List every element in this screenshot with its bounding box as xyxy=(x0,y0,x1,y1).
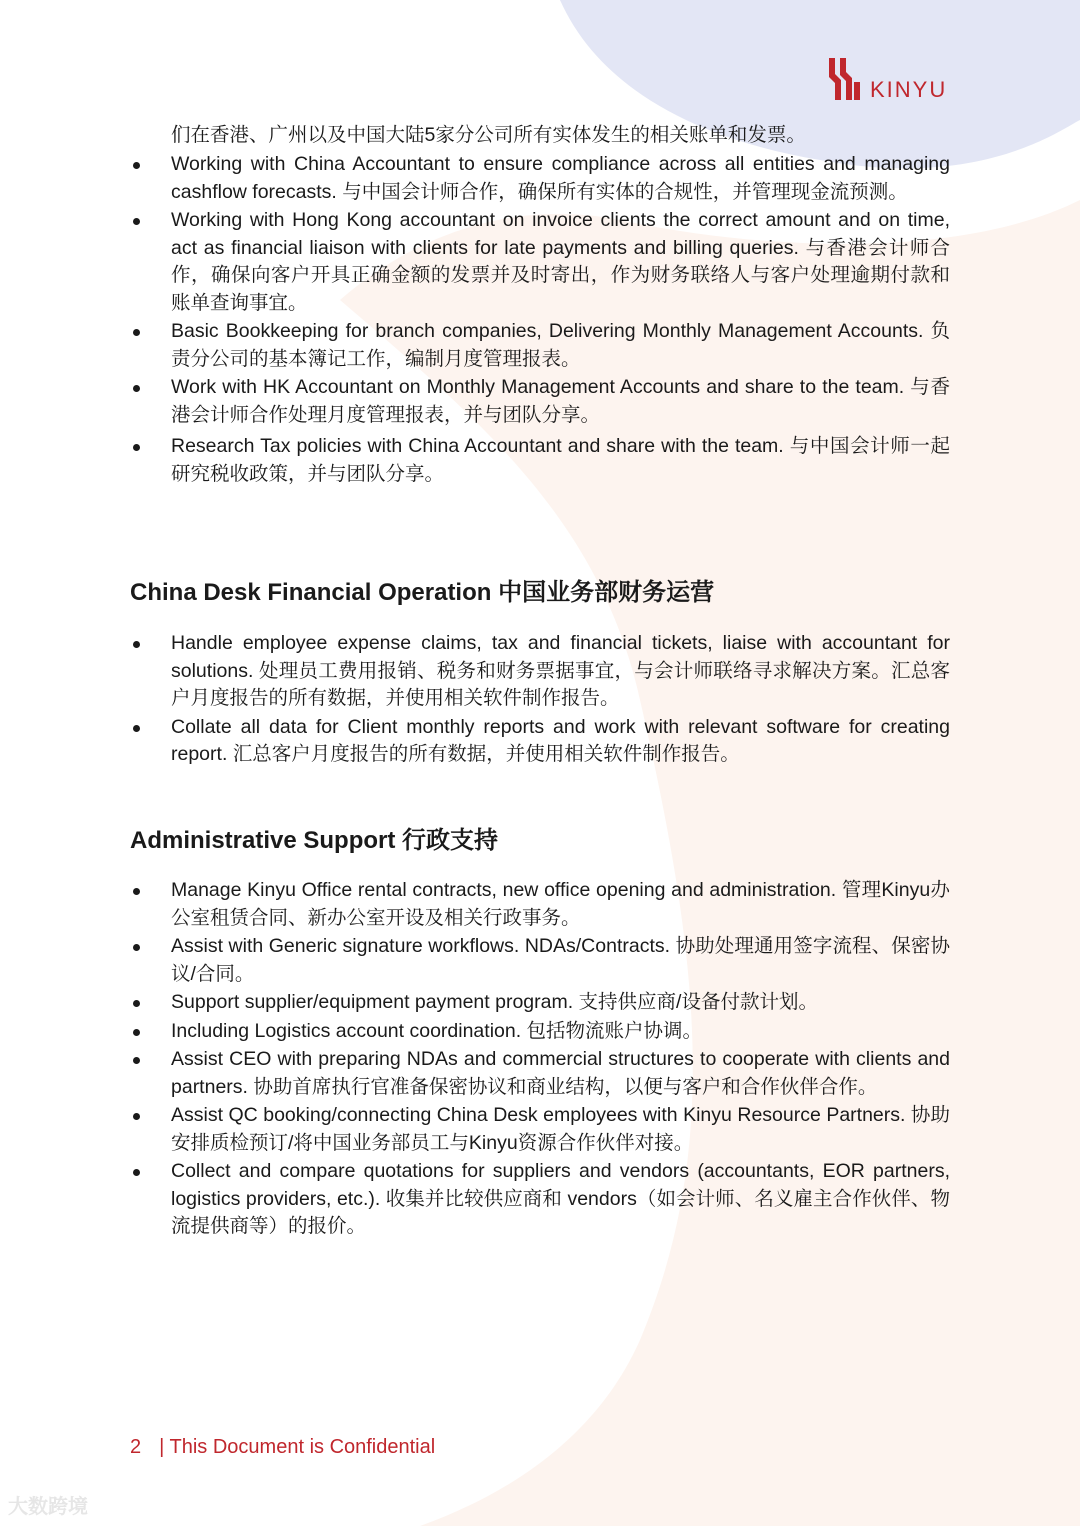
kinyu-wordmark: KINYU xyxy=(870,77,948,102)
intro-continuation: 们在香港、广州以及中国大陆5家分公司所有实体发生的相关账单和发票。 xyxy=(171,124,806,146)
page-footer xyxy=(130,1436,435,1459)
list-item: Manage Kinyu Office rental contracts, new office opening and administration. 管理Kinyu办公室租赁合同、新办公室开设及相关行政事务。 xyxy=(130,877,950,932)
bullet-icon xyxy=(133,1000,140,1007)
bullet-icon xyxy=(133,1113,140,1120)
list-item: Assist CEO with preparing NDAs and commercial structures to cooperate with clients and partners. 协助首席执行官准备保密协议和商业结构，以便与客户和合作伙伴合作。 xyxy=(130,1046,950,1101)
list-item: Research Tax policies with China Accountant and share with the team. 与中国会计师一起研究税收政策，并与团队分享。 xyxy=(130,433,950,488)
bullet-icon xyxy=(133,641,140,648)
bullet-icon xyxy=(133,888,140,895)
kinyu-logo xyxy=(826,56,956,104)
bullet-icon xyxy=(133,944,140,951)
bullet-icon xyxy=(133,218,140,225)
list-item: Working with Hong Kong accountant on invoice clients the correct amount and on time, act as financial liaison with clients for late payments and billing queries. 与香港会计师合作，确保向客户开具正确金额的发票并及时寄出，作为财务联络人与客户处理逾期付款和账单查询事宜。 xyxy=(130,207,950,317)
bullet-icon xyxy=(133,329,140,336)
bullet-icon xyxy=(133,385,140,392)
list-item: Assist QC booking/connecting China Desk employees with Kinyu Resource Partners. 协助安排质检预订/将中国业务部员工与Kinyu资源合作伙伴对接。 xyxy=(130,1102,950,1157)
bullet-icon xyxy=(133,1057,140,1064)
section-heading-china-desk: China Desk Financial Operation 中国业务部财务运营 xyxy=(130,579,715,606)
kinyu-logo-icon xyxy=(826,56,862,102)
list-item: Assist with Generic signature workflows. NDAs/Contracts. 协助处理通用签字流程、保密协议/合同。 xyxy=(130,933,950,988)
watermark: 大数跨境 xyxy=(8,1496,88,1518)
bullet-icon xyxy=(133,1169,140,1176)
bullet-icon xyxy=(133,444,140,451)
section1-list xyxy=(130,151,950,489)
section-heading-admin-support: Administrative Support 行政支持 xyxy=(130,827,499,854)
section2-list xyxy=(130,630,950,770)
section3-list xyxy=(130,877,950,1242)
intro-continuation-list xyxy=(130,122,950,151)
list-item: Collect and compare quotations for suppliers and vendors (accountants, EOR partners, logistics providers, etc.). 收集并比较供应商和 vendors（如会计师、名义雇主合作伙伴、物流提供商等）的报价。 xyxy=(130,1158,950,1241)
list-item: Collate all data for Client monthly reports and work with relevant software for creating report. 汇总客户月度报告的所有数据，并使用相关软件制作报告。 xyxy=(130,714,950,769)
list-item: Including Logistics account coordination. 包括物流账户协调。 xyxy=(130,1018,950,1046)
bullet-icon xyxy=(133,725,140,732)
confidential-notice: | This Document is Confidential xyxy=(159,1436,436,1458)
bullet-icon xyxy=(133,162,140,169)
list-item: Working with China Accountant to ensure compliance across all entities and managing cashflow forecasts. 与中国会计师合作，确保所有实体的合规性，并管理现金流预测。 xyxy=(130,151,950,206)
bullet-icon xyxy=(133,1029,140,1036)
list-item: Work with HK Accountant on Monthly Management Accounts and share to the team. 与香港会计师合作处理月度管理报表，并与团队分享。 xyxy=(130,374,950,429)
list-item: Handle employee expense claims, tax and financial tickets, liaise with accountant for solutions. 处理员工费用报销、税务和财务票据事宜，与会计师联络寻求解决方案。汇总客户月度报告的所有数据，并使用相关软件制作报告。 xyxy=(130,630,950,713)
list-item: Support supplier/equipment payment program. 支持供应商/设备付款计划。 xyxy=(130,989,950,1017)
list-item: Basic Bookkeeping for branch companies, Delivering Monthly Management Accounts. 负责分公司的基本簿记工作，编制月度管理报表。 xyxy=(130,318,950,373)
page-number: 2 xyxy=(130,1436,142,1458)
